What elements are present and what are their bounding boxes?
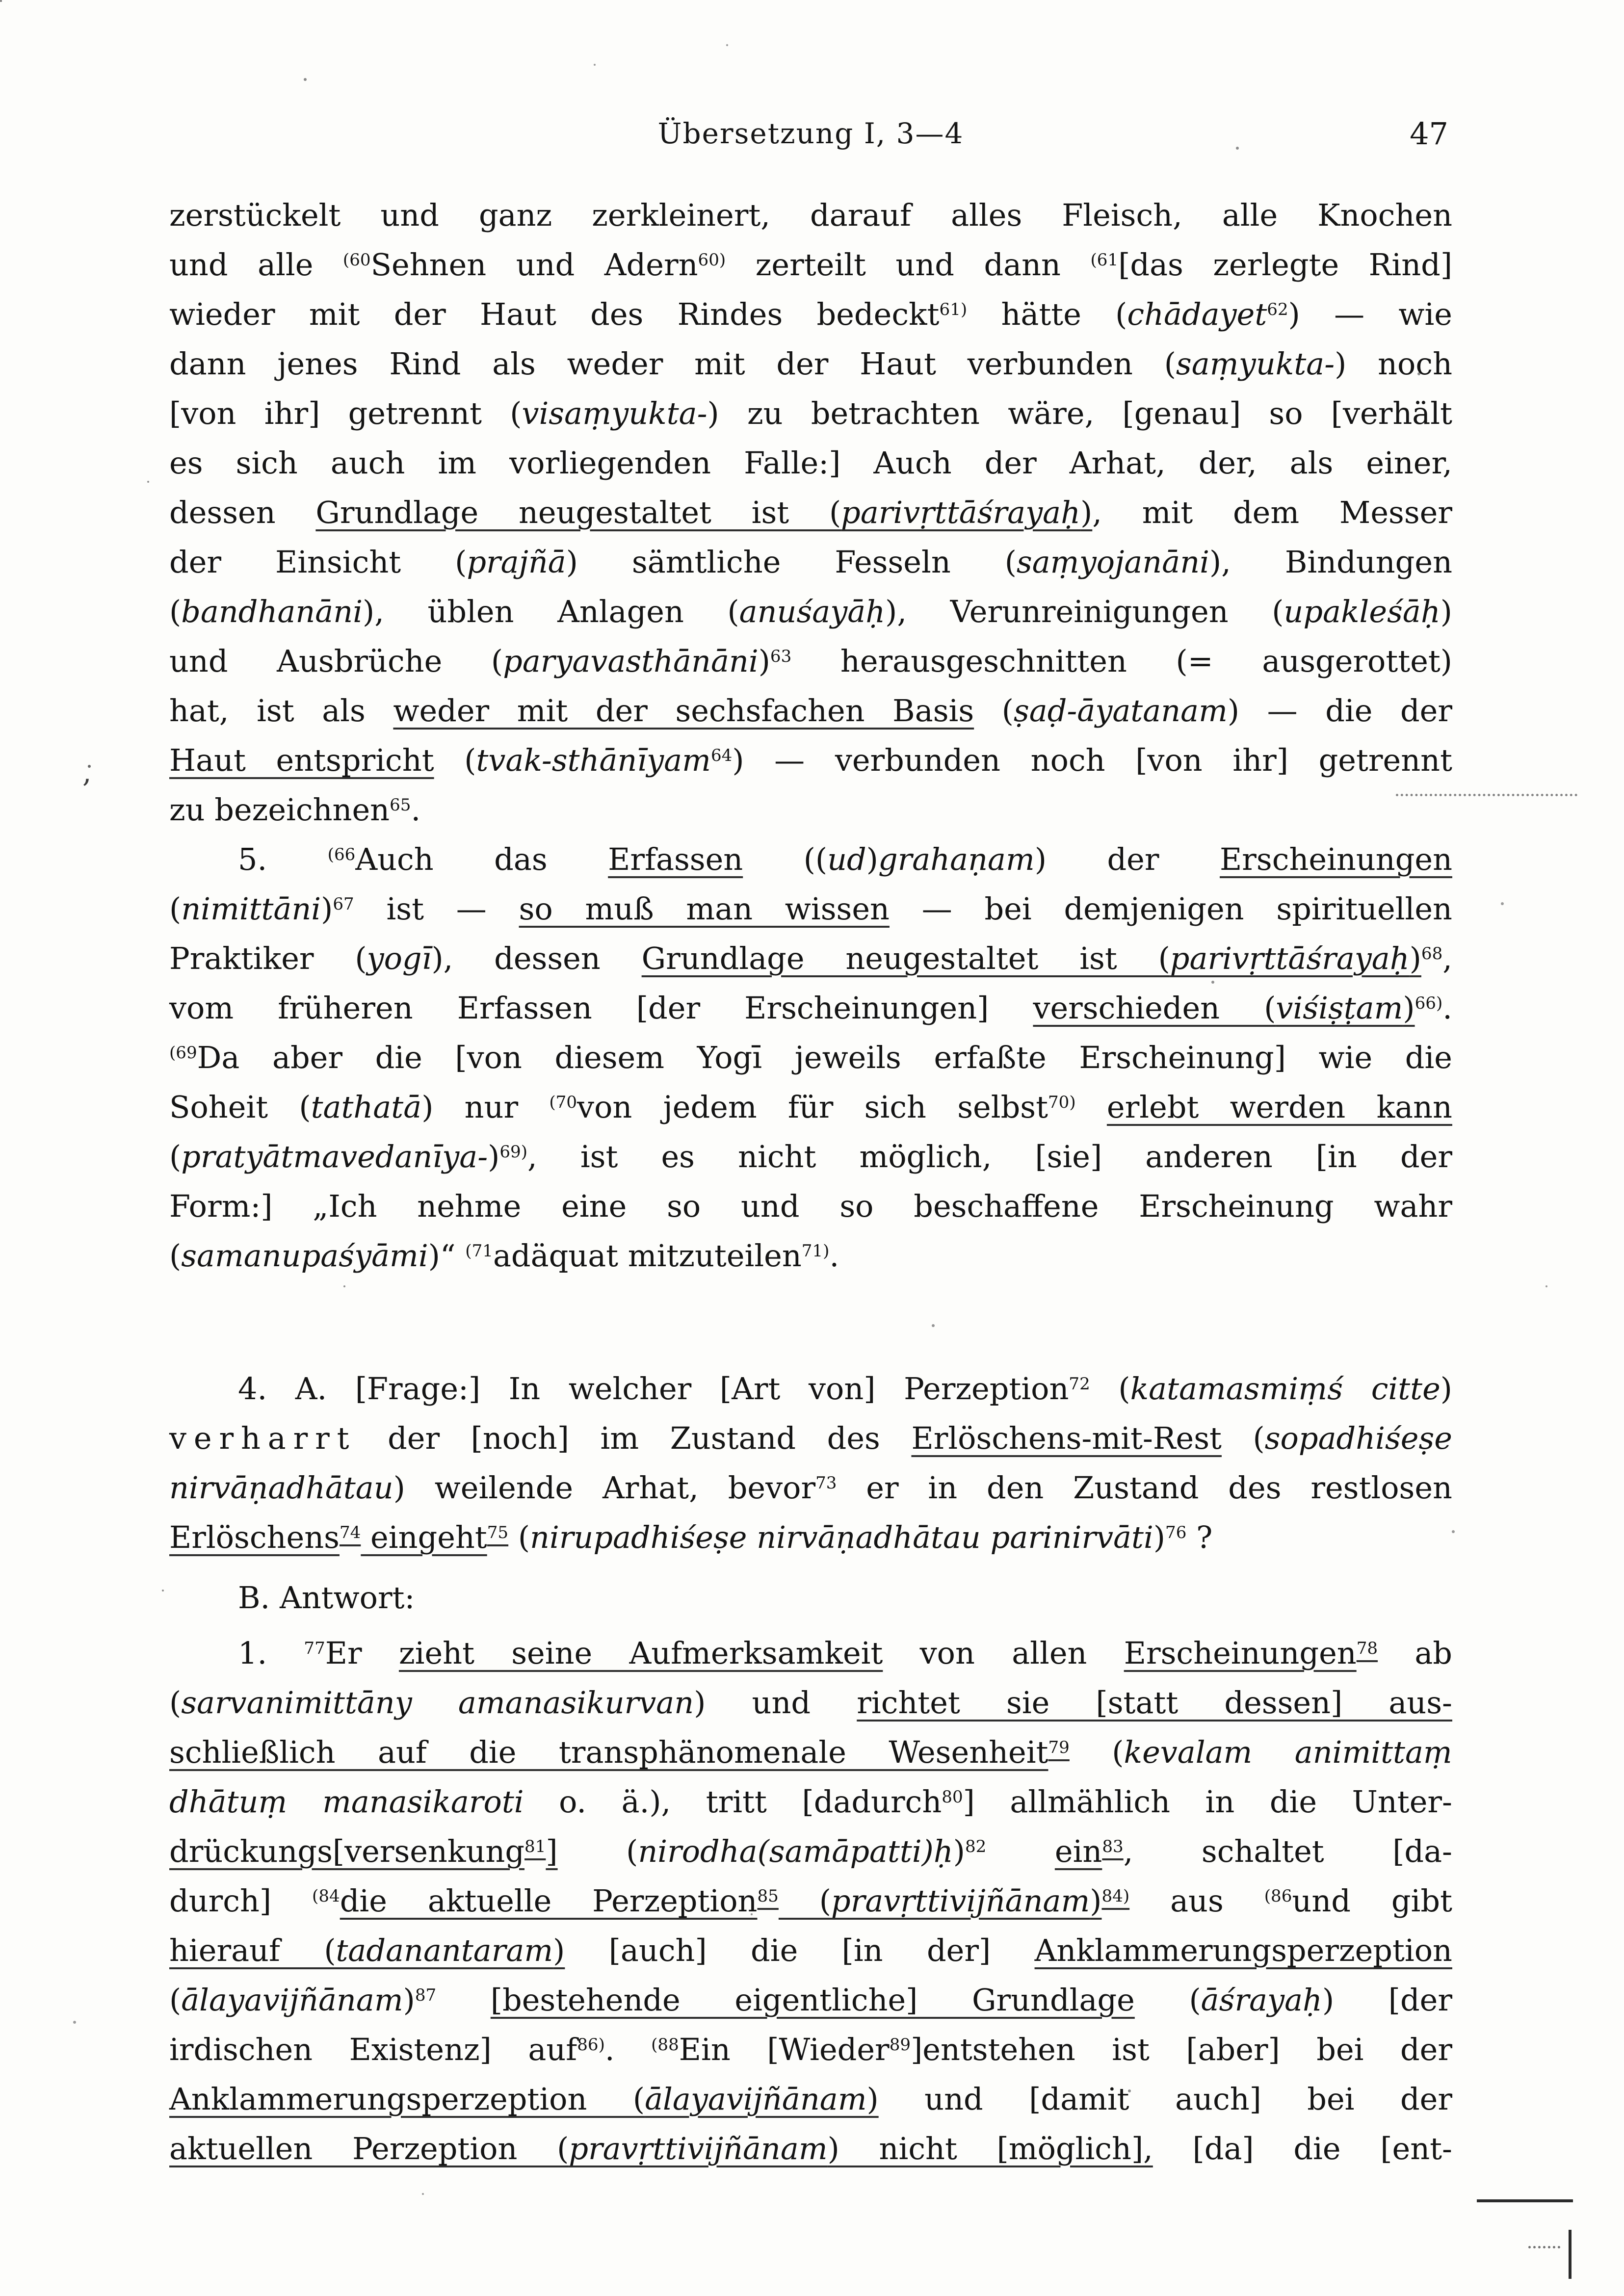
text-run: B. Antwort: [238,1580,415,1616]
footnote-marker: (86 [1264,1886,1292,1906]
text-line [169,1132,1452,1181]
text-run: samanupaśyāmi [181,1238,428,1274]
text-run: der [noch] im Zustand des [356,1420,912,1456]
footnote-marker: (69 [169,1043,197,1063]
text-run: ) [758,643,770,679]
text-run: ( [508,1519,530,1555]
text-run: ) [1440,594,1452,629]
text-line [169,1975,1452,2025]
text-run: und Ausbrüche ( [169,643,503,679]
text-run: zerteilt und dann [726,247,1091,283]
text-run: so muß man wissen [519,891,890,927]
text-run: ) — die der [1227,693,1452,729]
footnote-marker: 62 [1267,300,1288,320]
text-run: Grundlage neugestaltet ist ( [641,940,1170,976]
text-run: )“ [428,1238,466,1274]
text-run: [bestehende eigentliche] Grundlage [490,1982,1135,2018]
text-run: saṃyojanāni [1016,544,1209,580]
text-run: Er [325,1635,399,1671]
text-run: nirvāṇadhātau [169,1470,393,1506]
text-run: erlebt werden kann [1106,1089,1452,1125]
footnote-marker: 65 [390,795,411,815]
text-line [169,785,1452,835]
text-run: āśrayaḥ [1201,1982,1322,2018]
text-run: [auch] die [in der] [565,1932,1035,1968]
text-line [169,240,1452,289]
text-line [169,1082,1452,1132]
footnote-marker: 76 [1165,1523,1187,1543]
text-run: parivṛttāśrayaḥ [1170,940,1410,976]
text-run: ) zu betrachten wäre, [genau] so [verhält [707,395,1452,431]
text-run: ) und [694,1685,857,1721]
text-line [169,2124,1452,2173]
text-run: durch] [169,1883,313,1919]
text-run [436,1982,491,2018]
text-line [169,686,1452,735]
text-run: ( [1221,1420,1265,1456]
text-run: ) [der [1322,1982,1453,2018]
text-run: 5. [238,841,328,877]
text-run: dann jenes Rind als weder mit der Haut verbunden ( [169,346,1176,382]
footnote-marker: 82 [965,1837,987,1857]
text-run: dessen [169,495,316,530]
text-run: pratyātmavedanīya- [181,1139,488,1174]
footnote-marker: 87 [415,1985,437,2006]
text-run: er in den Zustand des restlosen [837,1470,1452,1506]
text-line [169,983,1452,1033]
footnote-marker: 73 [815,1473,837,1493]
text-run: Ein [Wieder [679,2032,890,2067]
text-run: , mit dem Messer [1092,495,1452,530]
text-line [169,389,1452,438]
text-line [169,636,1452,686]
text-line [169,190,1452,240]
text-line [169,1573,1452,1622]
text-run: [das zerlegte Rind] [1118,247,1453,283]
text-run: . [829,1238,839,1274]
text-run: ] [546,1833,558,1869]
text-line [169,1876,1452,1926]
text-line [169,537,1452,587]
text-run: dhātuṃ manasikaroti [169,1784,524,1820]
footnote-marker: 72 [1069,1374,1090,1394]
footnote-marker: 78 [1356,1639,1378,1659]
text-run: Erscheinungen [1124,1635,1357,1671]
text-run: ein [1054,1833,1102,1869]
text-run: ) [1153,1519,1166,1555]
footnote-marker: 81 [524,1837,546,1857]
text-run: und [damit auch] bei der [878,2081,1452,2117]
text-run: , schaltet [da- [1123,1833,1452,1869]
text-run: Erscheinungen [1220,841,1453,877]
text-run: ) [1440,1371,1452,1407]
text-run: aus [1129,1883,1264,1919]
text-run: sopadhiśeṣe [1264,1420,1452,1456]
text-run [986,1833,1055,1869]
text-run: ( [169,1139,182,1174]
text-run: pravṛttivijñānam [569,2131,828,2166]
text-run: grahaṇam [878,841,1035,877]
text-run: tathatā [311,1089,422,1125]
footnote-marker: 77 [304,1639,325,1659]
text-line [169,835,1452,884]
text-run: ]entstehen ist [aber] bei der [911,2032,1452,2067]
text-run: ] allmählich in die Unter- [963,1784,1452,1820]
text-run: sarvanimittāny amanasikurvan [181,1685,694,1721]
text-run: pravṛttivijñānam [831,1883,1090,1919]
footnote-marker: 69) [499,1142,528,1162]
text-run: ), Verunreinigungen ( [885,594,1284,629]
text-run: . [411,792,421,828]
text-line [169,1463,1452,1513]
text-run: prajñā [467,544,566,580]
text-run: yogī [367,940,432,976]
text-line [169,735,1452,785]
text-run: drückungs[versenkung [169,1833,525,1869]
text-run: Praktiker ( [169,940,367,976]
text-run: Anklammerungsperzeption [1034,1932,1452,1968]
page-header [169,117,1452,161]
text-line [169,1777,1452,1826]
text-run: bandhanāni [181,594,363,629]
text-run: der Einsicht ( [169,544,467,580]
text-run: ) nur [421,1089,550,1125]
text-run: vom früheren Erfassen [der Erscheinungen] [169,990,1033,1026]
text-run: ab [1378,1635,1452,1671]
footnote-marker: 70) [1048,1093,1076,1113]
text-run: von allen [883,1635,1124,1671]
footnote-marker: 74 [339,1523,361,1543]
text-run: parivṛttāśrayaḥ [841,495,1081,530]
page-number: 47 [1410,116,1448,152]
text-run: (( [743,841,828,877]
text-run: ṣaḍ-āyatanam [1013,693,1228,729]
text-run: ) weilende Arhat, bevor [393,1470,816,1506]
text-line [169,1364,1452,1413]
text-run: ( [169,1238,182,1274]
footnote-marker: 79 [1048,1738,1070,1758]
text-run: Erfassen [608,841,743,877]
text-run: , ist es nicht möglich, [sie] anderen [in der [527,1139,1452,1174]
text-run: herausgeschnitten (= ausgerottet) [791,643,1453,679]
text-run: ( [169,1982,182,2018]
text-run: viśiṣṭam [1276,990,1403,1026]
footnote-marker: 67 [333,894,354,914]
text-line [169,934,1452,983]
text-run: ud [827,841,866,877]
text-run: ) [1409,940,1421,976]
pencil-mark [1528,2246,1560,2248]
text-line [169,1181,1452,1231]
text-run: wieder mit der Haut des Rindes bedeckt [169,296,940,332]
text-run: ), üblen Anlagen ( [363,594,739,629]
text-line [169,884,1452,934]
text-line [169,1678,1452,1727]
footnote-marker: 61) [939,300,968,320]
text-run: schließlich auf die transphänomenale Wesenheit [169,1734,1048,1770]
text-run: tvak-sthānīyam [476,742,711,778]
footnote-marker: 84) [1101,1886,1130,1906]
text-run: Erlöschens-mit-Rest [911,1420,1222,1456]
running-title: Übersetzung I, 3—4 [657,117,964,150]
text-run: ) [553,1932,565,1968]
footnote-marker: 60) [698,250,726,270]
text-run: saṃyukta- [1176,346,1335,382]
text-run: Da aber die [von diesem Yogī jeweils erfaßte Erscheinung] wie die [197,1040,1452,1075]
text-run: ) [403,1982,415,2018]
text-run: verschieden ( [1033,990,1276,1026]
text-run: ālayavijñānam [181,1982,403,2018]
text-run: visaṃyukta- [522,395,707,431]
footnote-marker: (66 [327,845,356,865]
text-line [169,488,1452,537]
text-run: von jedem für sich selbst [577,1089,1048,1125]
text-line [169,1826,1452,1876]
text-run: ist — [354,891,519,927]
text-run: 4. A. [Frage:] In welcher [Art von] Perzeption [238,1371,1069,1407]
text-run: ) [1403,990,1415,1026]
text-run: upakleśāḥ [1283,594,1441,629]
text-run: richtet sie [statt dessen] aus- [857,1685,1453,1721]
text-run: ( [974,693,1014,729]
text-run: [da] die [ent- [1153,2131,1452,2166]
text-run: nirodha(samāpatti)ḥ [638,1833,953,1869]
text-run: chādayet [1127,296,1267,332]
text-run: ( [1090,1371,1130,1407]
footnote-marker: (70 [549,1093,577,1113]
text-line [169,438,1452,488]
footnote-marker: 86) [577,2035,605,2055]
text-run: Erlöschens [169,1519,340,1555]
text-run: ( [557,1833,638,1869]
text-line [169,587,1452,636]
text-run: ), Bindungen [1209,544,1452,580]
text-run: eingeht [361,1519,487,1555]
text-run: 1. [238,1635,304,1671]
pencil-mark [1569,2230,1572,2279]
footnote-marker: (88 [651,2035,679,2055]
text-run: weder mit der sechsfachen Basis [393,693,974,729]
text-run: Grundlage neugestaltet ist ( [315,495,841,530]
text-run: ) noch [1335,346,1453,382]
text-block [169,190,1452,2173]
text-run: ( [169,891,182,927]
text-line [169,339,1452,389]
footnote-marker: 80 [942,1787,963,1807]
footnote-marker: 63 [770,647,792,667]
text-run: Auch das [355,841,608,877]
text-run: anuśayāḥ [739,594,886,629]
footnote-marker: (61 [1090,250,1119,270]
text-run: ) — wie [1288,296,1452,332]
text-run: [von ihr] getrennt ( [169,395,522,431]
footnote-marker: 66) [1414,993,1443,1014]
text-run: ) [1090,1883,1102,1919]
text-line [169,1926,1452,1975]
text-run: Haut entspricht [169,742,434,778]
text-run: tadanantaram [336,1932,553,1968]
text-run: ( [434,742,476,778]
footnote-marker: 64 [710,746,733,766]
footnote-marker: (60 [342,250,371,270]
text-line [169,1033,1452,1082]
text-run: hierauf ( [169,1932,336,1968]
text-run: ) nicht [möglich], [827,2131,1153,2166]
scan-noise [0,0,2,2]
text-run: ) [866,2081,879,2117]
text-run: ) [488,1139,500,1174]
text-run: und gibt [1292,1883,1452,1919]
text-run: ), dessen [431,940,642,976]
text-run: nimittāni [181,891,321,927]
text-run: o. ä.), tritt [dadurch [524,1784,942,1820]
text-run: . [1442,990,1452,1026]
text-run: ) [953,1833,965,1869]
text-run: paryavasthānāni [503,643,759,679]
text-line [169,1628,1452,1678]
text-line [169,1413,1452,1463]
stray-comma-mark: , [82,756,92,789]
footnote-marker: 89 [889,2035,911,2055]
text-run: zerstückelt und ganz zerkleinert, darauf alles Fleisch, alle Knochen [169,197,1452,233]
text-run: verharrt [169,1420,357,1456]
text-run: ) der [1034,841,1220,877]
text-run: ) [866,841,878,877]
text-run: nirupadhiśeṣe nirvāṇadhātau parinirvāti [530,1519,1153,1555]
text-line [169,289,1452,339]
text-run: die aktuelle Perzeption [340,1883,758,1919]
footnote-marker: (84 [312,1886,340,1906]
text-run: ) [1080,495,1093,530]
text-run: adäquat mitzuteilen [493,1238,802,1274]
text-run: ) — verbunden noch [von ihr] getrennt [732,742,1452,778]
text-run: — bei demjenigen spirituellen [889,891,1452,927]
text-run: ) sämtliche Fesseln ( [566,544,1017,580]
text-run: ( [169,594,182,629]
text-line [169,1231,1452,1280]
text-line [169,2025,1452,2074]
text-run: , [1442,940,1452,976]
text-run: ālayavijñānam [645,2081,867,2117]
text-run: hat, ist als [169,693,393,729]
text-run: ) [321,891,333,927]
text-run: katamasmiṃś citte [1130,1371,1441,1407]
text-run: und alle [169,247,343,283]
footnote-marker: 68 [1421,944,1443,964]
footnote-marker: 71) [801,1241,830,1261]
text-run: ( [1134,1982,1201,2018]
text-run: zieht seine Aufmerksamkeit [398,1635,883,1671]
text-line [169,2074,1452,2124]
footnote-marker: 83 [1102,1837,1124,1857]
footnote-marker: 85 [757,1886,779,1906]
text-run: ( [1069,1734,1124,1770]
text-line [169,1727,1452,1777]
text-run: es sich auch im vorliegenden Falle:] Auch der Arhat, der, als einer, [169,445,1452,481]
text-line [169,1513,1452,1562]
text-run: zu bezeichnen [169,792,390,828]
text-run: ( [778,1883,831,1919]
pencil-mark [1477,2199,1573,2202]
text-run: ( [169,1685,182,1721]
text-run: irdischen Existenz] auf [169,2032,577,2067]
text-run: Soheit ( [169,1089,311,1125]
text-run: ? [1186,1519,1213,1555]
text-run: kevalam animittaṃ [1124,1734,1452,1770]
text-run: Form:] „Ich nehme eine so und so beschaffene Erscheinung wahr [169,1188,1452,1224]
footnote-marker: (71 [465,1241,493,1261]
text-run: aktuellen Perzeption ( [169,2131,569,2166]
text-run: hätte ( [967,296,1127,332]
footnote-marker: 75 [487,1523,509,1543]
text-run: Anklammerungsperzeption ( [169,2081,645,2117]
text-run: . [604,2032,652,2067]
text-run [1076,1089,1107,1125]
pencil-mark [1396,794,1577,796]
text-run: Sehnen und Adern [370,247,698,283]
